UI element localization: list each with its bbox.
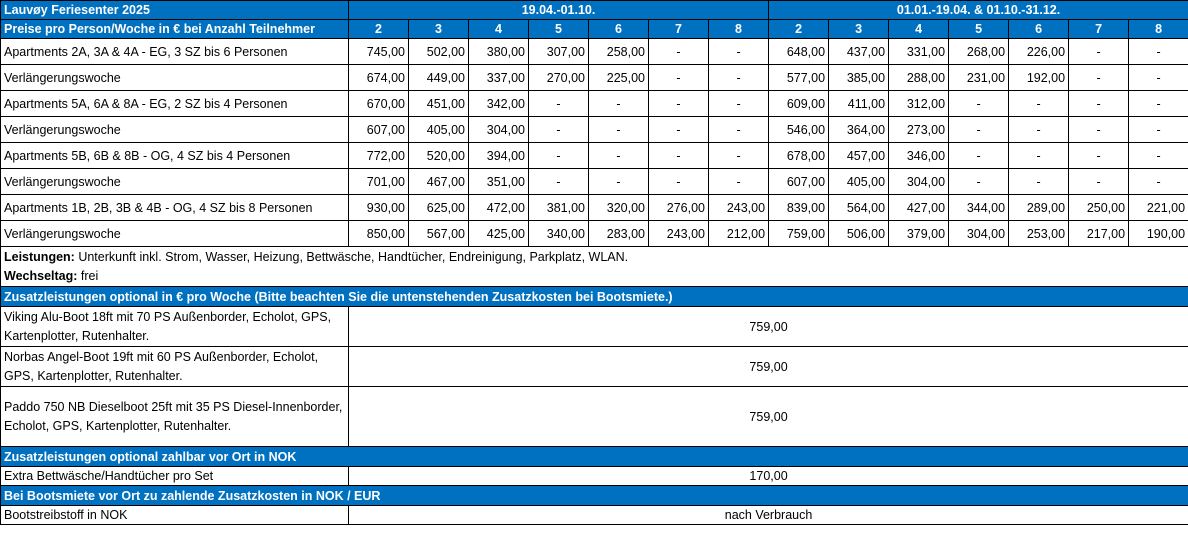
price-cell: -	[529, 143, 589, 169]
participant-count-header: 6	[1009, 20, 1069, 39]
participant-count-header: 8	[709, 20, 769, 39]
table-row	[1, 169, 1188, 195]
row-label: Apartments 5B, 6B & 8B - OG, 4 SZ bis 4 Personen	[1, 143, 349, 169]
item-label: Extra Bettwäsche/Handtücher pro Set	[1, 467, 349, 486]
price-cell: 243,00	[649, 221, 709, 247]
row-label: Apartments 5A, 6A & 8A - EG, 2 SZ bis 4 Personen	[1, 91, 349, 117]
price-cell: 250,00	[1069, 195, 1129, 221]
item-label: Paddo 750 NB Dieselboot 25ft mit 35 PS Diesel-Innenborder, Echolot, GPS, Kartenplotter, Rutenhalter.	[1, 387, 349, 447]
item-label: Viking Alu-Boot 18ft mit 70 PS Außenborder, Echolot, GPS, Kartenplotter, Rutenhalter.	[1, 307, 349, 347]
price-cell: -	[949, 169, 1009, 195]
price-cell: 405,00	[829, 169, 889, 195]
price-cell: -	[1129, 117, 1188, 143]
wechseltag-row	[1, 267, 1188, 287]
table-row	[1, 143, 1188, 169]
item-price: 759,00	[349, 307, 1188, 347]
price-cell: 520,00	[409, 143, 469, 169]
list-item	[1, 387, 1188, 447]
price-cell: 506,00	[829, 221, 889, 247]
price-cell: 502,00	[409, 39, 469, 65]
price-cell: 546,00	[769, 117, 829, 143]
price-cell: -	[1129, 91, 1188, 117]
row-label: Apartments 2A, 3A & 4A - EG, 3 SZ bis 6 Personen	[1, 39, 349, 65]
participant-count-header: 5	[949, 20, 1009, 39]
participant-count-header: 6	[589, 20, 649, 39]
price-cell: 276,00	[649, 195, 709, 221]
price-cell: -	[1129, 65, 1188, 91]
price-cell: 759,00	[769, 221, 829, 247]
price-cell: 567,00	[409, 221, 469, 247]
item-price: 759,00	[349, 347, 1188, 387]
list-item	[1, 307, 1188, 347]
price-cell: 312,00	[889, 91, 949, 117]
price-cell: 411,00	[829, 91, 889, 117]
price-cell: 226,00	[1009, 39, 1069, 65]
price-cell: -	[1129, 39, 1188, 65]
participant-count-header: 4	[469, 20, 529, 39]
price-cell: 674,00	[349, 65, 409, 91]
table-row	[1, 65, 1188, 91]
price-cell: -	[1069, 91, 1129, 117]
price-cell: 839,00	[769, 195, 829, 221]
price-cell: 425,00	[469, 221, 529, 247]
price-cell: -	[1129, 143, 1188, 169]
price-cell: 364,00	[829, 117, 889, 143]
price-cell: -	[1009, 117, 1069, 143]
price-cell: -	[1009, 169, 1069, 195]
price-cell: -	[709, 143, 769, 169]
price-cell: 467,00	[409, 169, 469, 195]
season-1-header: 19.04.-01.10.	[349, 1, 769, 20]
price-cell: 437,00	[829, 39, 889, 65]
price-cell: 331,00	[889, 39, 949, 65]
price-cell: 346,00	[889, 143, 949, 169]
price-cell: -	[649, 39, 709, 65]
list-item	[1, 506, 1188, 525]
price-cell: 701,00	[349, 169, 409, 195]
participant-count-header: 3	[829, 20, 889, 39]
participant-count-header: 7	[649, 20, 709, 39]
price-cell: 217,00	[1069, 221, 1129, 247]
price-cell: -	[709, 65, 769, 91]
price-cell: 268,00	[949, 39, 1009, 65]
season-2-header: 01.01.-19.04. & 01.10.-31.12.	[769, 1, 1188, 20]
price-cell: 320,00	[589, 195, 649, 221]
price-cell: 344,00	[949, 195, 1009, 221]
price-cell: -	[1129, 169, 1188, 195]
section-header: Bei Bootsmiete vor Ort zu zahlende Zusatzkosten in NOK / EUR	[1, 486, 1188, 506]
price-cell: 225,00	[589, 65, 649, 91]
section-header: Zusatzleistungen optional in € pro Woche (Bitte beachten Sie die untenstehenden Zusatzkosten bei Bootsmiete.)	[1, 287, 1188, 307]
price-cell: -	[709, 39, 769, 65]
price-cell: 192,00	[1009, 65, 1069, 91]
price-cell: -	[949, 117, 1009, 143]
price-cell: -	[1009, 143, 1069, 169]
row-label: Verlängerungswoche	[1, 65, 349, 91]
price-cell: 607,00	[769, 169, 829, 195]
price-cell: 625,00	[409, 195, 469, 221]
price-cell: 253,00	[1009, 221, 1069, 247]
participant-count-header: 2	[349, 20, 409, 39]
price-cell: 221,00	[1129, 195, 1188, 221]
price-cell: 351,00	[469, 169, 529, 195]
price-cell: 380,00	[469, 39, 529, 65]
price-cell: -	[649, 91, 709, 117]
price-cell: 678,00	[769, 143, 829, 169]
table-row	[1, 39, 1188, 65]
price-cell: 243,00	[709, 195, 769, 221]
price-cell: 648,00	[769, 39, 829, 65]
wechseltag-row-text: frei	[77, 269, 99, 284]
price-cell: -	[709, 169, 769, 195]
price-cell: 340,00	[529, 221, 589, 247]
price-cell: 304,00	[889, 169, 949, 195]
price-cell: -	[589, 143, 649, 169]
price-cell: 449,00	[409, 65, 469, 91]
price-cell: -	[649, 117, 709, 143]
price-cell: -	[1069, 169, 1129, 195]
participant-count-header: 4	[889, 20, 949, 39]
list-item	[1, 347, 1188, 387]
leistungen-row	[1, 247, 1188, 267]
price-cell: -	[949, 91, 1009, 117]
list-item	[1, 467, 1188, 486]
wechseltag-row-label: Wechseltag:	[4, 269, 78, 284]
price-cell: 772,00	[349, 143, 409, 169]
price-cell: 258,00	[589, 39, 649, 65]
item-price: 759,00	[349, 387, 1188, 447]
price-cell: 231,00	[949, 65, 1009, 91]
price-cell: 609,00	[769, 91, 829, 117]
table-subtitle: Preise pro Person/Woche in € bei Anzahl Teilnehmer	[1, 20, 349, 39]
price-cell: -	[529, 91, 589, 117]
price-cell: 304,00	[949, 221, 1009, 247]
row-label: Verlängerungswoche	[1, 169, 349, 195]
price-cell: -	[589, 169, 649, 195]
price-cell: -	[1069, 143, 1129, 169]
participant-count-header: 2	[769, 20, 829, 39]
item-label: Bootstreibstoff in NOK	[1, 506, 349, 525]
price-cell: 670,00	[349, 91, 409, 117]
table-row	[1, 195, 1188, 221]
participant-count-header: 7	[1069, 20, 1129, 39]
price-cell: 283,00	[589, 221, 649, 247]
item-label: Norbas Angel-Boot 19ft mit 60 PS Außenborder, Echolot, GPS, Kartenplotter, Rutenhalter.	[1, 347, 349, 387]
price-cell: 288,00	[889, 65, 949, 91]
price-cell: -	[709, 117, 769, 143]
participant-count-header: 8	[1129, 20, 1188, 39]
price-cell: 457,00	[829, 143, 889, 169]
price-cell: 930,00	[349, 195, 409, 221]
price-cell: 342,00	[469, 91, 529, 117]
price-cell: 427,00	[889, 195, 949, 221]
price-cell: 577,00	[769, 65, 829, 91]
price-cell: -	[529, 169, 589, 195]
price-cell: 405,00	[409, 117, 469, 143]
price-cell: 212,00	[709, 221, 769, 247]
price-cell: 304,00	[469, 117, 529, 143]
price-cell: -	[649, 65, 709, 91]
row-label: Verlängerungswoche	[1, 117, 349, 143]
price-cell: -	[709, 91, 769, 117]
price-cell: -	[589, 91, 649, 117]
item-price: nach Verbrauch	[349, 506, 1188, 525]
price-cell: -	[649, 143, 709, 169]
price-cell: -	[949, 143, 1009, 169]
price-cell: 379,00	[889, 221, 949, 247]
price-cell: -	[1069, 39, 1129, 65]
participant-count-header: 3	[409, 20, 469, 39]
price-cell: 394,00	[469, 143, 529, 169]
price-cell: 745,00	[349, 39, 409, 65]
leistungen-row-label: Leistungen:	[4, 249, 75, 264]
price-cell: 307,00	[529, 39, 589, 65]
price-cell: -	[589, 117, 649, 143]
leistungen-row-text: Unterkunft inkl. Strom, Wasser, Heizung, Bettwäsche, Handtücher, Endreinigung, Parkplatz, WLAN.	[74, 249, 629, 264]
price-cell: -	[649, 169, 709, 195]
table-title: Lauvøy Feriesenter 2025	[1, 1, 349, 20]
price-cell: -	[1069, 117, 1129, 143]
price-cell: 607,00	[349, 117, 409, 143]
price-cell: 564,00	[829, 195, 889, 221]
price-cell: -	[529, 117, 589, 143]
row-label: Verlängerungswoche	[1, 221, 349, 247]
price-cell: 289,00	[1009, 195, 1069, 221]
price-cell: 270,00	[529, 65, 589, 91]
price-cell: 381,00	[529, 195, 589, 221]
price-cell: 385,00	[829, 65, 889, 91]
price-cell: 337,00	[469, 65, 529, 91]
price-cell: -	[1009, 91, 1069, 117]
section-header: Zusatzleistungen optional zahlbar vor Ort in NOK	[1, 447, 1188, 467]
price-cell: 850,00	[349, 221, 409, 247]
item-price: 170,00	[349, 467, 1188, 486]
row-label: Apartments 1B, 2B, 3B & 4B - OG, 4 SZ bis 8 Personen	[1, 195, 349, 221]
table-row	[1, 221, 1188, 247]
price-cell: -	[1069, 65, 1129, 91]
table-row	[1, 117, 1188, 143]
table-row	[1, 91, 1188, 117]
price-cell: 273,00	[889, 117, 949, 143]
price-cell: 451,00	[409, 91, 469, 117]
price-cell: 472,00	[469, 195, 529, 221]
participant-count-header: 5	[529, 20, 589, 39]
price-cell: 190,00	[1129, 221, 1188, 247]
